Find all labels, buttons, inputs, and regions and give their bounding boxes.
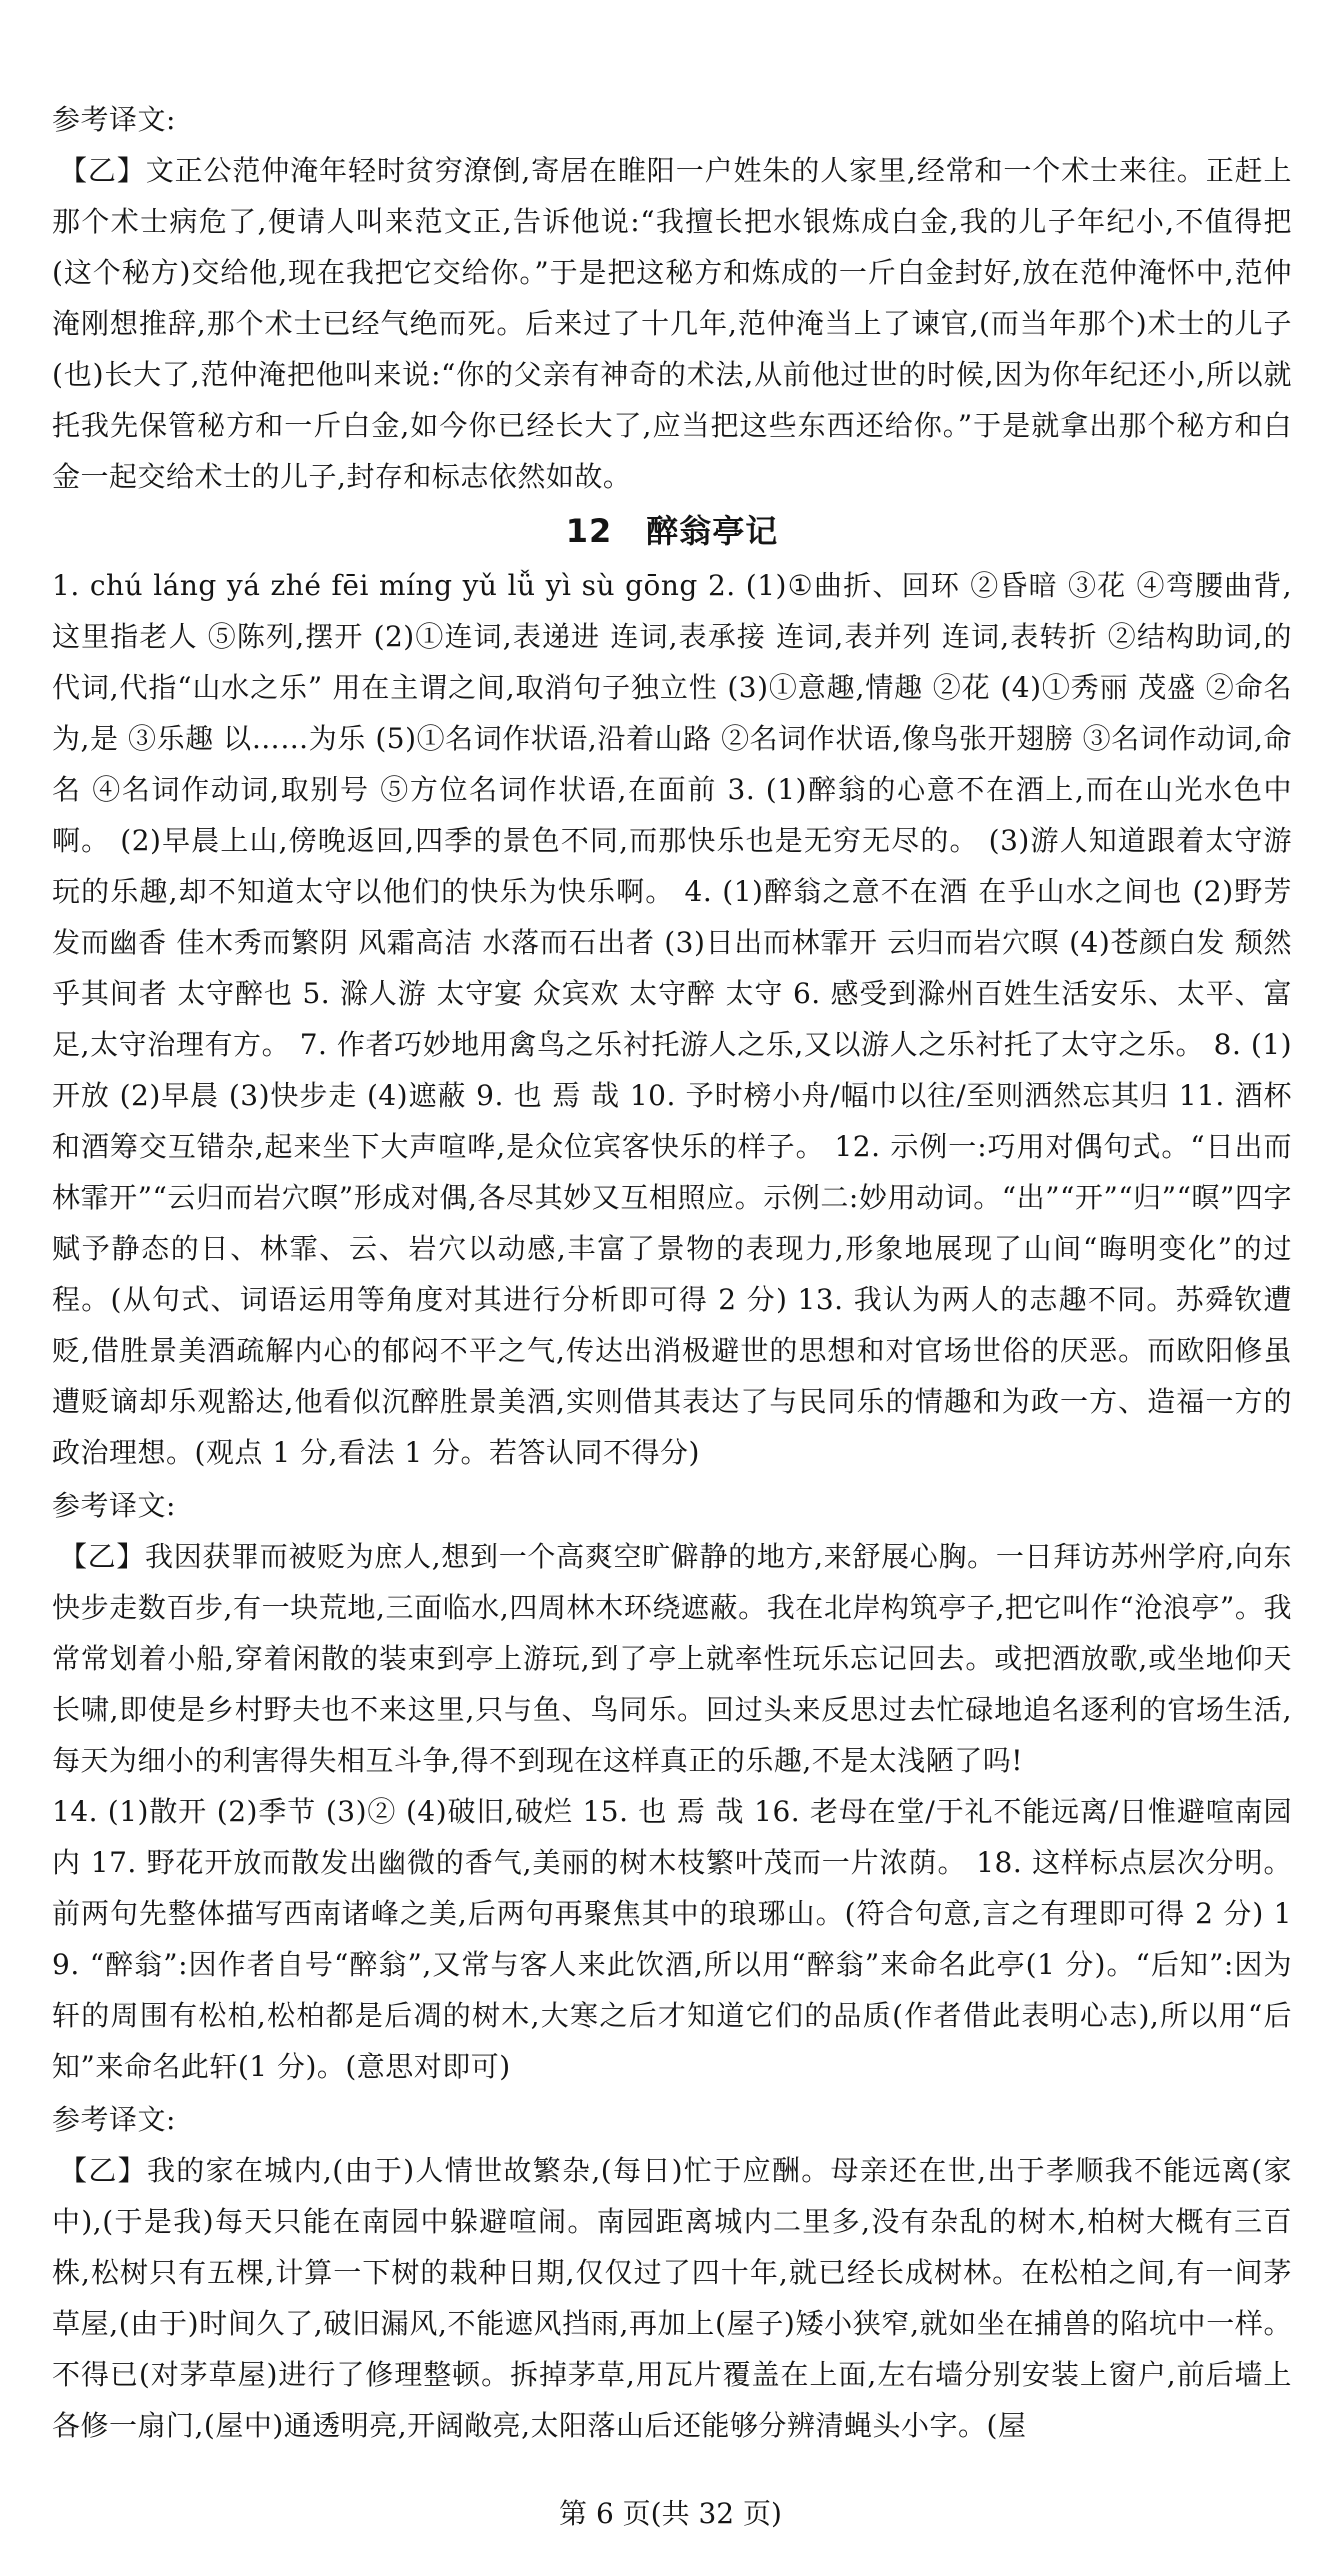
section-number: 12 — [565, 512, 613, 550]
answers-paragraph-2: 14. (1)散开 (2)季节 (3)② (4)破旧,破烂 15. 也 焉 哉 16. 老母在堂/于礼不能远离/日惟避喧南园内 17. 野花开放而散发出幽微的香气,美丽的树木枝繁叶茂而一片浓荫。 18. 这样标点层次分明。前两句先整体描写西南诸峰之美,后两句再聚焦其中的琅琊山。(符合句意,言之有理即可得 2 分) 19. “醉翁”:因作者自号“醉翁”,又常与客人来此饮酒,所以用“醉翁”来命名此亭(1 分)。“后知”:因为轩的周围有松柏,松柏都是后凋的树木,大寒之后才知道它们的品质(作者借此表明心志),所以用“后知”来命名此轩(1 分)。(意思对即可) — [52, 1795, 1292, 2083]
page-content — [52, 92, 1292, 2451]
translation-label-2: 参考译文: — [52, 1489, 176, 1522]
page-footer: 第 6 页(共 32 页) — [559, 2497, 782, 2530]
translation-paragraph-3: 【乙】我的家在城内,(由于)人情世故繁杂,(每日)忙于应酬。母亲还在世,出于孝顺我不能远离(家中),(于是我)每天只能在南园中躲避喧闹。南园距离城内二里多,没有杂乱的树木,柏树大概有三百株,松树只有五棵,计算一下树的栽种日期,仅仅过了四十年,就已经长成树林。在松柏之间,有一间茅草屋,(由于)时间久了,破旧漏风,不能遮风挡雨,再加上(屋子)矮小狭窄,就如坐在捕兽的陷坑中一样。不得已(对茅草屋)进行了修理整顿。拆掉茅草,用瓦片覆盖在上面,左右墙分别安装上窗户,前后墙上各修一扇门,(屋中)通透明亮,开阔敞亮,太阳落山后还能够分辨清蝇头小字。(屋 — [52, 2154, 1292, 2442]
translation-paragraph-2: 【乙】我因获罪而被贬为庶人,想到一个高爽空旷僻静的地方,来舒展心胸。一日拜访苏州学府,向东快步走数百步,有一块荒地,三面临水,四周林木环绕遮蔽。我在北岸构筑亭子,把它叫作“沧浪亭”。我常常划着小船,穿着闲散的装束到亭上游玩,到了亭上就率性玩乐忘记回去。或把酒放歌,或坐地仰天长啸,即使是乡村野夫也不来这里,只与鱼、鸟同乐。回过头来反思过去忙碌地追名逐利的官场生活,每天为细小的利害得失相互斗争,得不到现在这样真正的乐趣,不是太浅陋了吗! — [52, 1540, 1292, 1777]
answers-paragraph-1: 1. chú láng yá zhé fēi míng yǔ lǚ yì sù gōng 2. (1)①曲折、回环 ②昏暗 ③花 ④弯腰曲背,这里指老人 ⑤陈列,摆开 (2)①连词,表递进 连词,表承接 连词,表并列 连词,表转折 ②结构助词,的 代词,代指“山水之乐” 用在主谓之间,取消句子独立性 (3)①意趣,情趣 ②花 (4)①秀丽 茂盛 ②命名为,是 ③乐趣 以……为乐 (5)①名词作状语,沿着山路 ②名词作状语,像鸟张开翅膀 ③名词作动词,命名 ④名词作动词,取别号 ⑤方位名词作状语,在面前 3. (1)醉翁的心意不在酒上,而在山光水色中啊。 (2)早晨上山,傍晚返回,四季的景色不同,而那快乐也是无穷无尽的。 (3)游人知道跟着太守游玩的乐趣,却不知道太守以他们的快乐为快乐啊。 4. (1)醉翁之意不在酒 在乎山水之间也 (2)野芳发而幽香 佳木秀而繁阴 风霜高洁 水落而石出者 (3)日出而林霏开 云归而岩穴暝 (4)苍颜白发 颓然乎其间者 太守醉也 5. 滁人游 太守宴 众宾欢 太守醉 太守 6. 感受到滁州百姓生活安乐、太平、富足,太守治理有方。 7. 作者巧妙地用禽鸟之乐衬托游人之乐,又以游人之乐衬托了太守之乐。 8. (1)开放 (2)早晨 (3)快步走 (4)遮蔽 9. 也 焉 哉 10. 予时榜小舟/幅巾以往/至则洒然忘其归 11. 酒杯和酒筹交互错杂,起来坐下大声喧哗,是众位宾客快乐的样子。 12. 示例一:巧用对偶句式。“日出而林霏开”“云归而岩穴暝”形成对偶,各尽其妙又互相照应。示例二:妙用动词。“出”“开”“归”“暝”四字赋予静态的日、林霏、云、岩穴以动感,丰富了景物的表现力,形象地展现了山间“晦明变化”的过程。(从句式、词语运用等角度对其进行分析即可得 2 分) 13. 我认为两人的志趣不同。苏舜钦遭贬,借胜景美酒疏解内心的郁闷不平之气,传达出消极避世的思想和对官场世俗的厌恶。而欧阳修虽遭贬谪却乐观豁达,他看似沉醉胜景美酒,实则借其表达了与民同乐的情趣和为政一方、造福一方的政治理想。(观点 1 分,看法 1 分。若答认同不得分) — [52, 569, 1292, 1469]
translation-label-1: 参考译文: — [52, 103, 176, 136]
section-title: 醉翁亭记 — [646, 512, 779, 550]
section-heading — [52, 502, 1292, 560]
translation-paragraph-1: 【乙】文正公范仲淹年轻时贫穷潦倒,寄居在睢阳一户姓朱的人家里,经常和一个术士来往。正赶上那个术士病危了,便请人叫来范文正,告诉他说:“我擅长把水银炼成白金,我的儿子年纪小,不值得把(这个秘方)交给他,现在我把它交给你。”于是把这秘方和炼成的一斤白金封好,放在范仲淹怀中,范仲淹刚想推辞,那个术士已经气绝而死。后来过了十几年,范仲淹当上了谏官,(而当年那个)术士的儿子(也)长大了,范仲淹把他叫来说:“你的父亲有神奇的术法,从前他过世的时候,因为你年纪还小,所以就托我先保管秘方和一斤白金,如今你已经长大了,应当把这些东西还给你。”于是就拿出那个秘方和白金一起交给术士的儿子,封存和标志依然如故。 — [52, 154, 1292, 493]
translation-label-3: 参考译文: — [52, 2103, 176, 2136]
